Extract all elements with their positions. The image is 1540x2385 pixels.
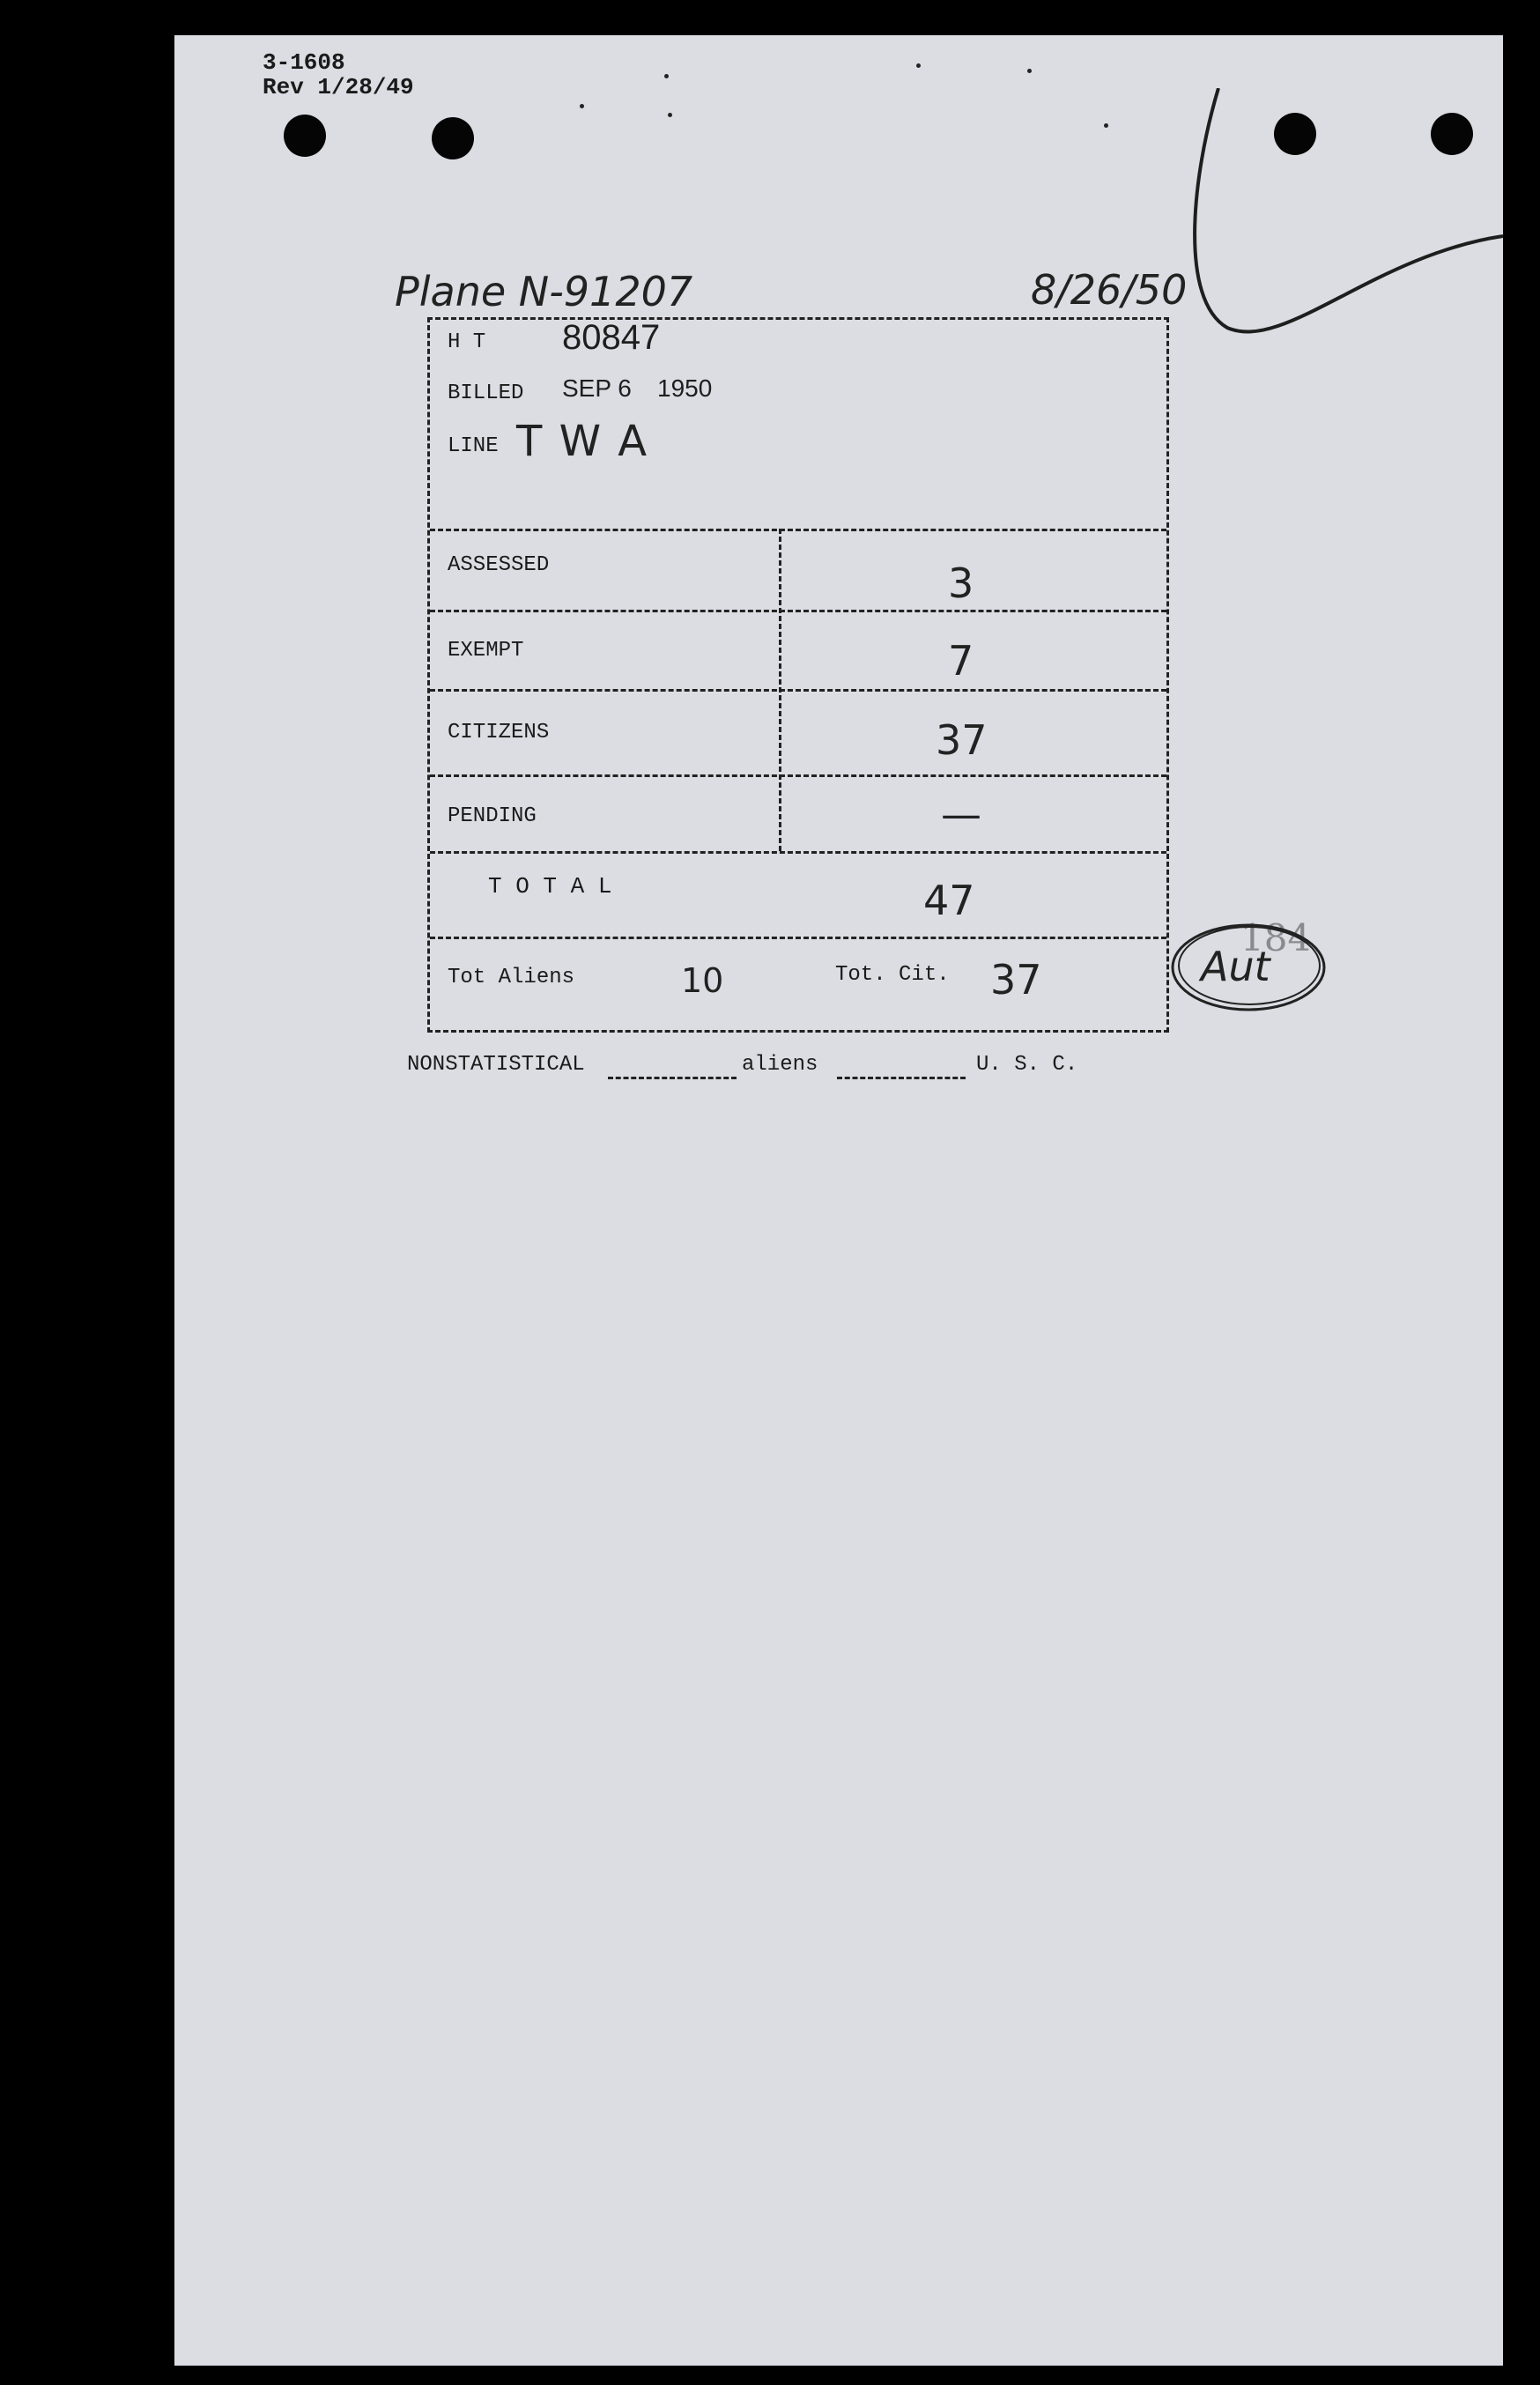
row-label-pending: PENDING	[448, 804, 537, 828]
row-value-assessed: 3	[948, 559, 974, 607]
revision-date: Rev 1/28/49	[263, 74, 414, 100]
line-value: T W A	[516, 417, 649, 466]
page-number: 184	[1240, 916, 1312, 959]
speck	[668, 113, 672, 117]
billed-year: 1950	[657, 374, 713, 402]
initials: Aut	[1201, 943, 1270, 990]
ht-label: H T	[448, 330, 486, 354]
billed-date: SEP 6	[562, 374, 632, 402]
row-value-citizens: 37	[936, 716, 988, 764]
tot-cit-value: 37	[990, 956, 1042, 1004]
divider	[430, 610, 1166, 612]
tot-aliens-label: Tot Aliens	[448, 966, 575, 989]
total-label: T O T A L	[488, 873, 612, 900]
billed-label: BILLED	[448, 381, 524, 405]
tot-cit-label: Tot. Cit.	[835, 963, 950, 987]
row-value-pending: —	[941, 790, 981, 838]
column-divider	[779, 529, 781, 851]
speck	[1104, 123, 1108, 128]
punch-hole	[432, 117, 474, 159]
divider	[430, 851, 1166, 854]
row-value-exempt: 7	[948, 637, 974, 685]
speck	[580, 104, 584, 108]
line-label: LINE	[448, 434, 499, 458]
nonstatistical-label: NONSTATISTICAL	[407, 1053, 585, 1077]
ht-number: 80847	[562, 318, 661, 357]
nonstatistical-usc-blank	[837, 1077, 966, 1079]
plane-number: Plane N-91207	[395, 268, 693, 315]
total-value: 47	[923, 877, 975, 924]
divider	[430, 689, 1166, 692]
aliens-word: aliens	[742, 1053, 818, 1077]
punch-hole	[284, 115, 326, 157]
divider	[430, 529, 1166, 531]
manifest-form	[427, 317, 1169, 1033]
row-label-citizens: CITIZENS	[448, 721, 550, 744]
row-label-assessed: ASSESSED	[448, 553, 550, 577]
pen-stroke	[1188, 88, 1503, 388]
speck	[664, 74, 669, 78]
divider	[430, 937, 1166, 939]
document-page	[174, 35, 1503, 2366]
nonstatistical-aliens-blank	[608, 1077, 737, 1079]
usc-label: U. S. C.	[976, 1053, 1078, 1077]
form-number: 3-1608	[263, 49, 345, 76]
row-label-exempt: EXEMPT	[448, 639, 524, 663]
speck	[916, 63, 921, 68]
divider	[430, 774, 1166, 777]
speck	[1027, 69, 1032, 73]
entry-date: 8/26/50	[1031, 266, 1188, 314]
tot-aliens-value: 10	[681, 961, 724, 1000]
